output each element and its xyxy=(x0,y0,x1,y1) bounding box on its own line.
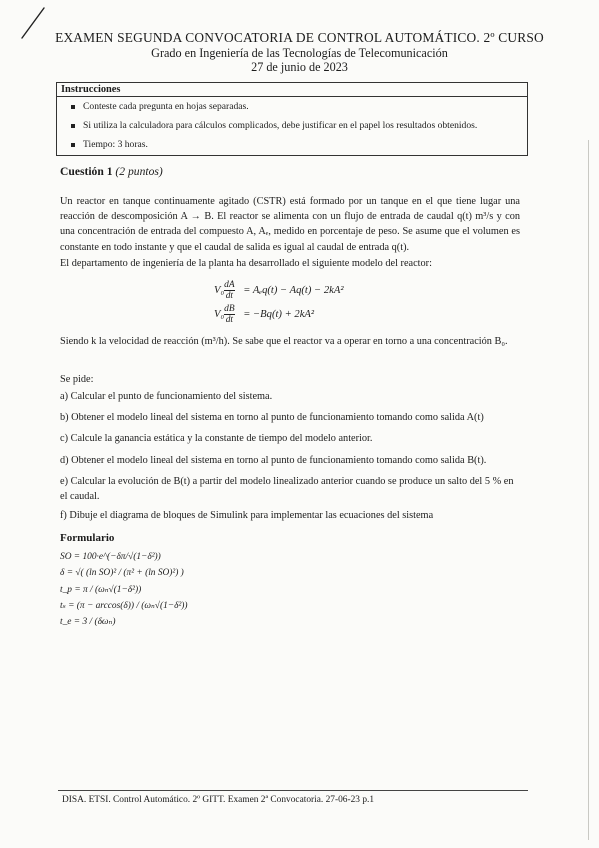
page-edge-shadow xyxy=(588,140,589,840)
derivative-fraction: $\frac{dA}{dt}$ xyxy=(224,280,235,301)
question-paragraph-3: Siendo k la velocidad de reacción (m³/h). Se sabe que el reactor va a operar en torno a una concentración B₀. xyxy=(60,336,508,347)
footer-divider xyxy=(58,790,528,791)
bullet-icon xyxy=(71,124,75,128)
equation-2: V₀ $\frac{dB}{dt}$ = −Bq(t) + 2kA² xyxy=(214,304,315,325)
formula-rise-time: tₛ = (π − arccos(δ)) / (ωₙ√(1−δ²)) xyxy=(60,601,188,611)
bullet-icon xyxy=(71,143,75,147)
formula-peak-time: t_p = π / (ωₙ√(1−δ²)) xyxy=(60,585,142,595)
degree-name: Grado en Ingeniería de las Tecnologías de Telecomunicación xyxy=(151,46,448,60)
question-paragraph-1: Un reactor en tanque continuamente agitado (CSTR) está formado por un tanque en el que tiene lugar una reacción de descomposición A → B. El reactor se alimenta con un flujo de entrada de caudal q(t) m³/s y con una concentración de entrada del compuesto A, Aₑ, medido en porcentaje de peso. Se asume que el volumen es constante en todo instante y que el caudal de salida es igual al caudal de entrada q(t). xyxy=(60,196,520,253)
instruction-item: Si utiliza la calculadora para cálculos complicados, debe justificar en el papel los resultados obtenidos. xyxy=(71,120,477,139)
instruction-item: Tiempo: 3 horas. xyxy=(71,139,477,158)
instructions-box xyxy=(56,82,528,156)
exam-date: 27 de junio de 2023 xyxy=(251,60,348,74)
formula-damping: δ = √( (ln SO)² / (π² + (ln SO)²) ) xyxy=(60,568,184,578)
task-item-d: d) Obtener el modelo lineal del sistema en torno al punto de funcionamiento tomando como salida B(t). xyxy=(60,455,487,466)
formula-overshoot: SO = 100·e^(−δπ/√(1−δ²)) xyxy=(60,552,161,562)
task-item-b: b) Obtener el modelo lineal del sistema en torno al punto de funcionamiento tomando como salida A(t) xyxy=(60,412,484,423)
equation-1: V₀ $\frac{dA}{dt}$ = Aₑq(t) − Aq(t) − 2kA² xyxy=(214,280,344,301)
task-item-f: f) Dibuje el diagrama de bloques de Simulink para implementar las ecuaciones del sistema xyxy=(60,510,434,521)
bullet-icon xyxy=(71,105,75,109)
task-item-e: e) Calcular la evolución de B(t) a partir del modelo linealizado anterior cuando se produce un salto del 5 % en el caudal. xyxy=(60,476,514,502)
task-item-a: a) Calcular el punto de funcionamiento del sistema. xyxy=(60,391,273,402)
question-heading: Cuestión 1 (2 puntos) xyxy=(60,165,163,178)
se-pide-label: Se pide: xyxy=(60,374,94,385)
instruction-item: Conteste cada pregunta en hojas separadas. xyxy=(71,101,477,120)
page-footer: DISA. ETSI. Control Automático. 2º GITT. Examen 2ª Convocatoria. 27-06-23 p.1 xyxy=(62,795,375,805)
exam-title: EXAMEN SEGUNDA CONVOCATORIA DE CONTROL AUTOMÁTICO. 2º CURSO xyxy=(55,30,544,45)
instructions-title: Instrucciones xyxy=(57,83,527,97)
question-paragraph-2: El departamento de ingeniería de la planta ha desarrollado el siguiente modelo del reactor: xyxy=(60,258,432,269)
formula-settling-time: t_e = 3 / (δωₙ) xyxy=(60,617,116,627)
task-item-c: c) Calcule la ganancia estática y la constante de tiempo del modelo anterior. xyxy=(60,433,373,444)
derivative-fraction: $\frac{dB}{dt}$ xyxy=(224,304,235,325)
instructions-list xyxy=(71,101,477,158)
formulario-title: Formulario xyxy=(60,532,115,544)
